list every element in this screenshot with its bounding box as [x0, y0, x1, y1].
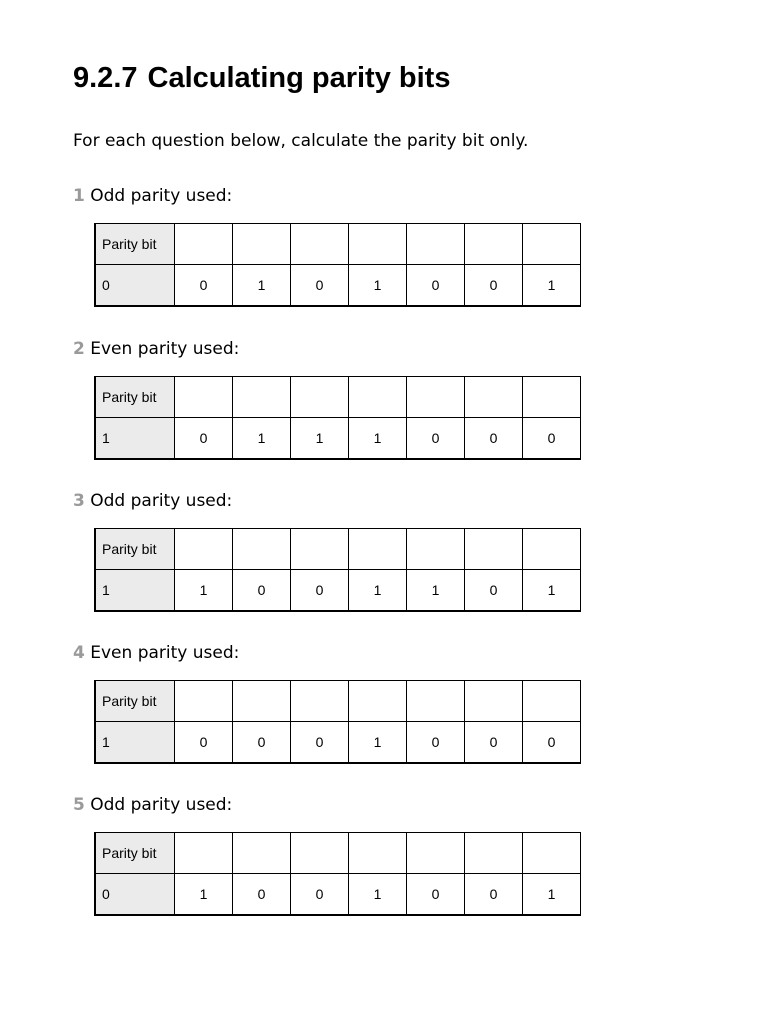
bit-cell: 0	[233, 874, 291, 916]
parity-bit-value: 1	[95, 722, 175, 764]
answer-cell[interactable]	[233, 377, 291, 418]
question-1	[73, 184, 593, 293]
bit-cell: 0	[465, 265, 523, 307]
bits-row	[95, 722, 581, 764]
answer-cell[interactable]	[465, 224, 523, 265]
question-text: Even parity used:	[90, 643, 240, 663]
answer-cell[interactable]	[233, 681, 291, 722]
answer-cell[interactable]	[291, 681, 349, 722]
question-number: 2	[73, 339, 85, 359]
question-text: Odd parity used:	[90, 186, 233, 206]
question-2	[73, 337, 593, 446]
bit-cell: 1	[349, 418, 407, 460]
parity-bit-value: 0	[95, 874, 175, 916]
answer-cell[interactable]	[175, 377, 233, 418]
answer-cell[interactable]	[233, 833, 291, 874]
question-label	[73, 337, 593, 361]
question-text: Even parity used:	[90, 339, 240, 359]
parity-bit-value: 0	[95, 265, 175, 307]
answer-cell[interactable]	[465, 833, 523, 874]
parity-bit-header: Parity bit	[95, 224, 175, 265]
answer-cell[interactable]	[349, 833, 407, 874]
bit-cell: 1	[175, 874, 233, 916]
question-text: Odd parity used:	[90, 491, 233, 511]
bit-cell: 0	[407, 874, 465, 916]
bit-cell: 0	[465, 418, 523, 460]
bit-cell: 0	[291, 265, 349, 307]
bit-cell: 1	[349, 874, 407, 916]
answer-cell[interactable]	[407, 833, 465, 874]
bit-cell: 1	[407, 570, 465, 612]
bit-cell: 0	[465, 570, 523, 612]
parity-table	[94, 832, 581, 916]
parity-bit-value: 1	[95, 570, 175, 612]
answer-cell[interactable]	[349, 224, 407, 265]
answer-cell[interactable]	[291, 377, 349, 418]
bit-cell: 0	[523, 722, 581, 764]
parity-bit-header: Parity bit	[95, 529, 175, 570]
bits-row	[95, 418, 581, 460]
answer-cell[interactable]	[349, 681, 407, 722]
parity-bit-header: Parity bit	[95, 681, 175, 722]
bit-cell: 0	[523, 418, 581, 460]
answer-cell[interactable]	[523, 377, 581, 418]
bit-cell: 1	[175, 570, 233, 612]
bit-cell: 1	[349, 570, 407, 612]
parity-bit-header: Parity bit	[95, 833, 175, 874]
answer-cell[interactable]	[407, 224, 465, 265]
parity-table	[94, 680, 581, 764]
answer-cell[interactable]	[523, 833, 581, 874]
instructions-text: For each question below, calculate the parity bit only.	[73, 131, 529, 151]
header-row	[95, 833, 581, 874]
bit-cell: 1	[349, 265, 407, 307]
answer-cell[interactable]	[175, 833, 233, 874]
answer-cell[interactable]	[465, 529, 523, 570]
answer-cell[interactable]	[291, 529, 349, 570]
bit-cell: 0	[175, 265, 233, 307]
answer-cell[interactable]	[233, 529, 291, 570]
bit-cell: 0	[233, 722, 291, 764]
bit-cell: 1	[523, 265, 581, 307]
answer-cell[interactable]	[465, 377, 523, 418]
bit-cell: 1	[523, 874, 581, 916]
question-text: Odd parity used:	[90, 795, 233, 815]
answer-cell[interactable]	[175, 681, 233, 722]
question-number: 3	[73, 491, 85, 511]
bits-row	[95, 570, 581, 612]
page-title	[73, 58, 450, 98]
answer-cell[interactable]	[175, 529, 233, 570]
header-row	[95, 377, 581, 418]
bit-cell: 1	[523, 570, 581, 612]
parity-table	[94, 223, 581, 307]
question-4	[73, 641, 593, 750]
question-number: 1	[73, 186, 85, 206]
bit-cell: 0	[175, 418, 233, 460]
bit-cell: 1	[291, 418, 349, 460]
header-row	[95, 681, 581, 722]
answer-cell[interactable]	[523, 529, 581, 570]
answer-cell[interactable]	[233, 224, 291, 265]
question-number: 4	[73, 643, 85, 663]
header-row	[95, 529, 581, 570]
bit-cell: 0	[291, 874, 349, 916]
parity-table	[94, 376, 581, 460]
question-5	[73, 793, 593, 902]
header-row	[95, 224, 581, 265]
bit-cell: 1	[233, 418, 291, 460]
question-3	[73, 489, 593, 598]
parity-bit-value: 1	[95, 418, 175, 460]
parity-table	[94, 528, 581, 612]
bit-cell: 1	[349, 722, 407, 764]
parity-bit-header: Parity bit	[95, 377, 175, 418]
bits-row	[95, 874, 581, 916]
answer-cell[interactable]	[523, 224, 581, 265]
bit-cell: 0	[175, 722, 233, 764]
bit-cell: 0	[407, 418, 465, 460]
section-title: Calculating parity bits	[147, 62, 451, 94]
answer-cell[interactable]	[407, 377, 465, 418]
answer-cell[interactable]	[407, 529, 465, 570]
bit-cell: 0	[407, 265, 465, 307]
answer-cell[interactable]	[349, 529, 407, 570]
section-number: 9.2.7	[73, 62, 138, 94]
bit-cell: 0	[291, 570, 349, 612]
question-label	[73, 793, 593, 817]
question-label	[73, 489, 593, 513]
question-label	[73, 641, 593, 665]
answer-cell[interactable]	[465, 681, 523, 722]
bit-cell: 0	[465, 874, 523, 916]
question-number: 5	[73, 795, 85, 815]
answer-cell[interactable]	[291, 833, 349, 874]
answer-cell[interactable]	[175, 224, 233, 265]
answer-cell[interactable]	[407, 681, 465, 722]
bit-cell: 0	[465, 722, 523, 764]
bit-cell: 0	[291, 722, 349, 764]
bits-row	[95, 265, 581, 307]
answer-cell[interactable]	[523, 681, 581, 722]
bit-cell: 1	[233, 265, 291, 307]
answer-cell[interactable]	[291, 224, 349, 265]
bit-cell: 0	[233, 570, 291, 612]
question-label	[73, 184, 593, 208]
answer-cell[interactable]	[349, 377, 407, 418]
bit-cell: 0	[407, 722, 465, 764]
